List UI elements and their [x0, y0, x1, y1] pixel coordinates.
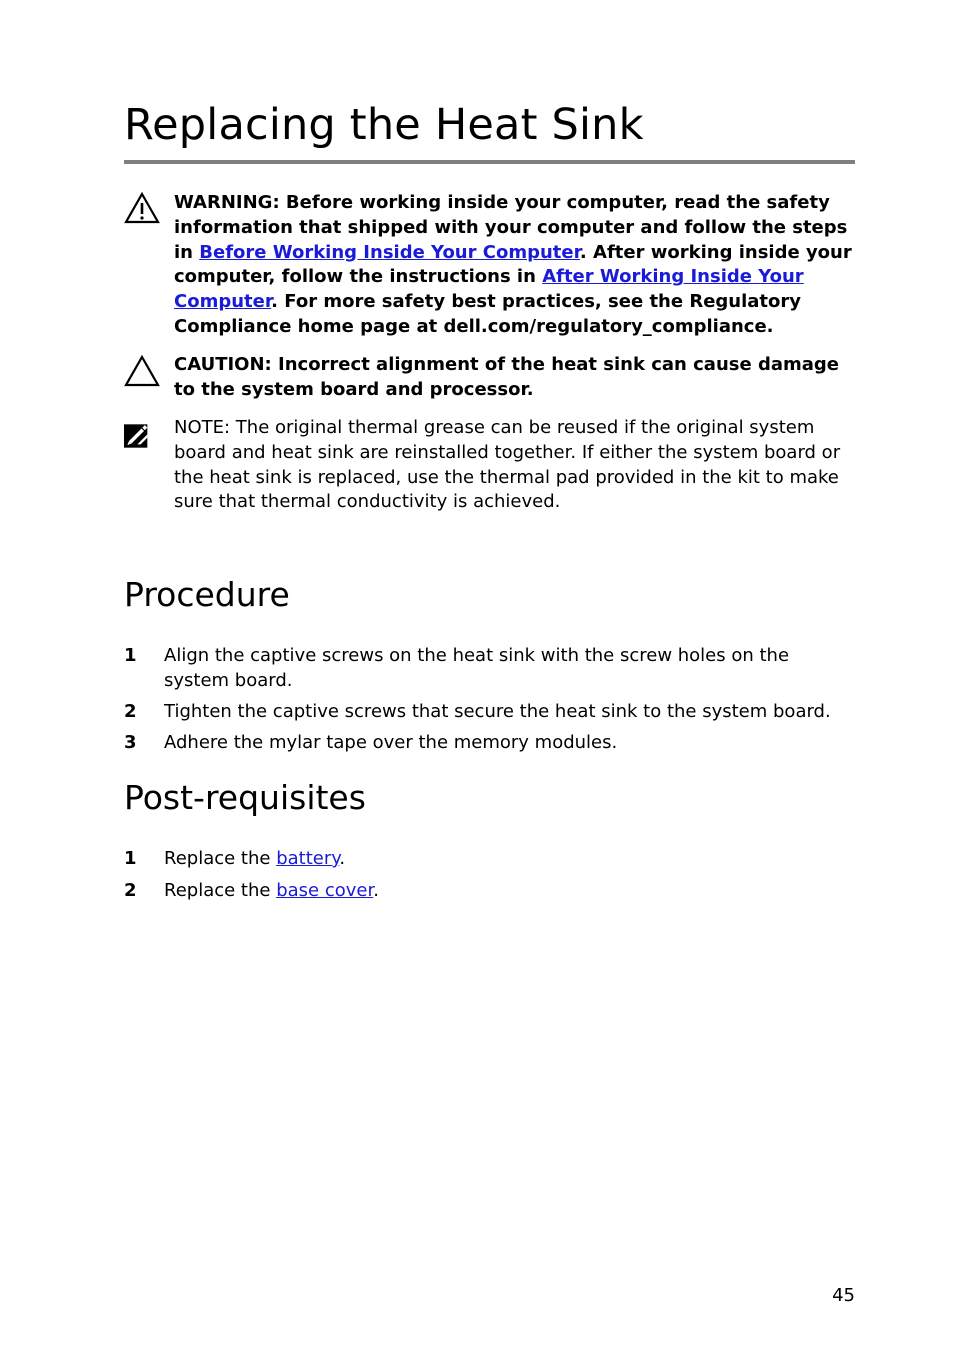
title-underline — [124, 160, 855, 164]
procedure-step — [124, 700, 855, 726]
caution-text: CAUTION: Incorrect alignment of the heat sink can cause damage to the system board and processor. — [174, 354, 839, 400]
page-number: 45 — [832, 1285, 855, 1306]
postrequisite-step — [124, 847, 855, 873]
procedure-step — [124, 731, 855, 757]
caution-triangle-icon — [124, 354, 160, 390]
warning-text — [174, 191, 855, 340]
step-suffix: . — [373, 880, 379, 901]
base-cover-link[interactable]: base cover — [276, 880, 374, 901]
note-body: The original thermal grease can be reused if the original system board and heat sink are reinstalled together. If either the system board or the heat sink is replaced, use the thermal pad provided in the kit to make sure that thermal conductivity is achieved. — [174, 417, 841, 513]
note-text — [174, 416, 855, 515]
note-label: NOTE: — [174, 417, 236, 438]
step-number: 1 — [124, 848, 137, 869]
step-suffix: . — [339, 848, 346, 869]
step-prefix: Replace the — [164, 848, 277, 869]
warning-triangle-icon — [124, 191, 160, 227]
step-number: 2 — [124, 880, 137, 901]
note-pencil-icon — [124, 418, 154, 454]
postrequisite-step — [124, 879, 855, 905]
after-working-link[interactable]: After Working Inside Your Computer — [174, 266, 804, 313]
warning-notice — [124, 191, 855, 341]
step-text — [164, 879, 859, 904]
page-title: Replacing the Heat Sink — [124, 100, 644, 150]
before-working-link[interactable]: Before Working Inside Your Computer — [199, 241, 580, 263]
caution-notice — [124, 353, 855, 405]
procedure-step — [124, 644, 855, 694]
note-notice — [124, 416, 855, 518]
warning-text-part-1: WARNING: Before working inside your computer, read the safety information that shipped with your computer and follow the steps in — [174, 192, 848, 263]
postrequisites-heading: Post-requisites — [124, 778, 366, 817]
step-text: Tighten the captive screws that secure the heat sink to the system board. — [164, 701, 831, 722]
step-text: Align the captive screws on the heat sink with the screw holes on the system board. — [164, 645, 790, 691]
step-number: 2 — [124, 701, 137, 722]
procedure-heading: Procedure — [124, 575, 290, 614]
battery-link[interactable]: battery — [276, 848, 340, 869]
step-number: 1 — [124, 645, 137, 666]
step-number: 3 — [124, 732, 137, 753]
warning-text-part-2: . After working inside your computer, follow the instructions in — [174, 241, 852, 288]
step-prefix: Replace the — [164, 880, 277, 901]
step-text — [164, 847, 859, 872]
step-text: Adhere the mylar tape over the memory modules. — [164, 732, 618, 753]
warning-text-part-3: . For more safety best practices, see the Regulatory Compliance home page at dell.com/regulatory_compliance. — [174, 291, 801, 337]
